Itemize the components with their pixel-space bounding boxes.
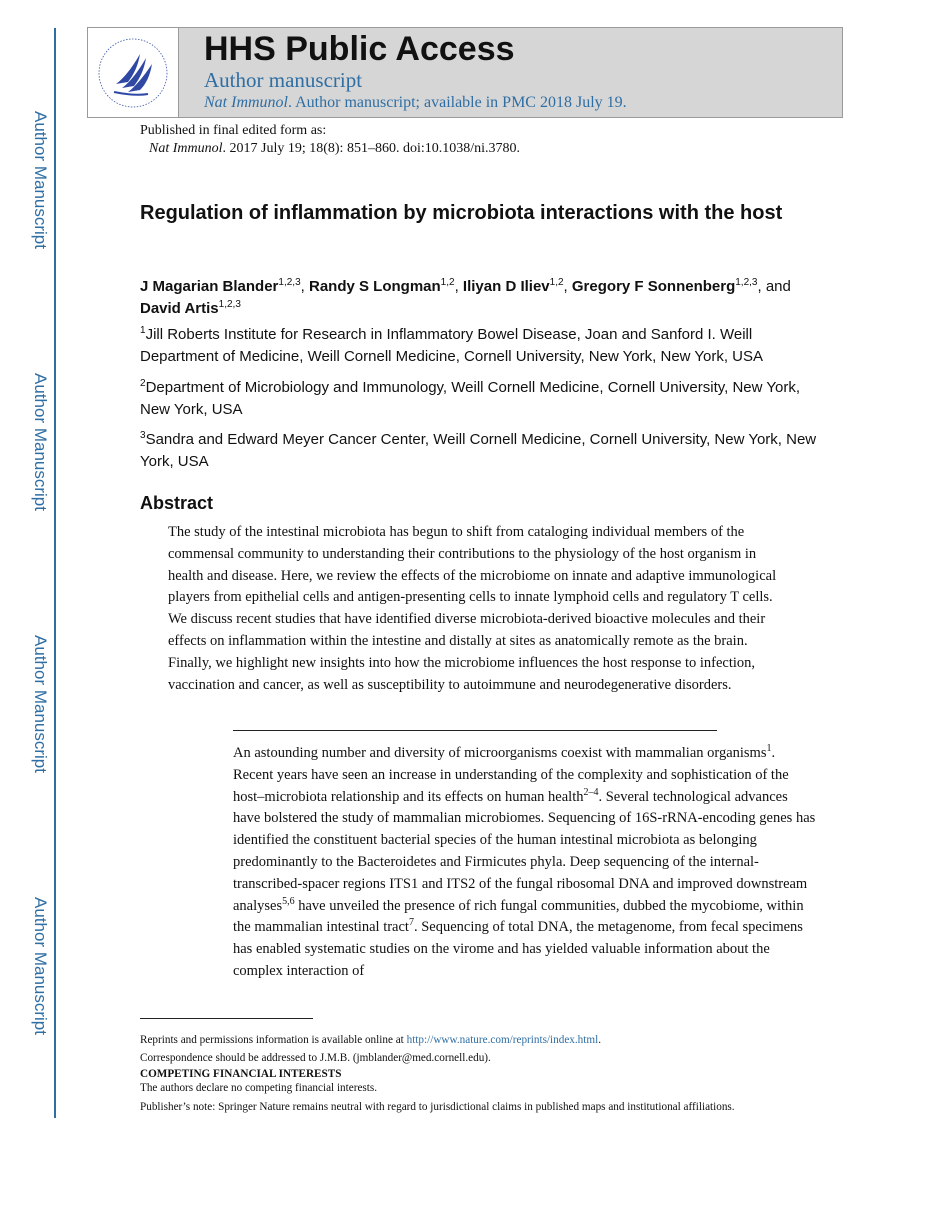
affiliation: $^3$Sandra and Edward Meyer Cancer Center, Weill Cornell Medicine, Cornell University, New York, New York, USA [140, 430, 817, 470]
hhs-eagle-icon [94, 34, 172, 112]
abstract-text: The study of the intestinal microbiota has begun to shift from cataloging individual members of the commensal community to understanding their contributions to the physiology of the host organism in health and disease. Here, we review the effects of the microbiome on innate and adaptive immunological players from epithelial cells and antigen-presenting cells to innate lymphoid cells and regulatory T cells. We discuss recent studies that have identified diverse microbiota-derived bioactive molecules and their effects on inflammation within the intestine and distally at sites as anatomically remote as the brain. Finally, we highlight new insights into how the microbiome influences the host response to infection, vaccination and cancer, as well as susceptibility to autoimmune and neurodegenerative disorders. [168, 524, 777, 693]
hhs-logo [88, 28, 179, 117]
citation-ref[interactable]: 2–4 [583, 786, 599, 798]
reprints-link[interactable]: http://www.nature.com/reprints/index.html [406, 1034, 599, 1046]
reprints-note: Reprints and permissions information is available online at http://www.nature.com/reprints/index.html. [140, 1034, 601, 1046]
side-label-author-manuscript: Author Manuscript [31, 111, 51, 249]
author: Randy S Longman$^{1,2}$, [308, 277, 463, 295]
author-list [140, 276, 820, 320]
affiliation: $^1$Jill Roberts Institute for Research in Inflammatory Bowel Disease, Joan and Sanford I. Weill Department of Medicine, Weill Cornell Medicine, Cornell University, New York, New York, USA [140, 325, 764, 365]
hhs-header [87, 27, 843, 118]
hhs-title: HHS Public Access [204, 30, 515, 68]
published-info: Published in final edited form as: Nat Immunol. 2017 July 19; 18(8): 851–860. doi:10.1038/ni.3780. [140, 123, 520, 156]
publisher-note: Publisher’s note: Springer Nature remains neutral with regard to jurisdictional claims in published maps and institutional affiliations. [140, 1101, 735, 1113]
author: Iliyan D Iliev$^{1,2}$, [462, 277, 572, 295]
body-paragraph: An astounding number and diversity of microorganisms coexist with mammalian organisms$^1$. Recent years have seen an increase in understanding of the complexity and sophistication of the host–microbiota relationship and its effects on human health$^{2-4}$. Several technological advances have bolstered the study of mammalian microbiomes. Sequencing of 16S-rRNA-encoding genes has identified the constituent bacterial species of the human intestinal microbiota as belonging predominantly to the Bacteroidetes and Firmicutes phyla. Deep sequencing of the internal-transcribed-spacer regions ITS1 and ITS2 of the fungal ribosomal DNA and improved downstream analyses$^{5,6}$ have unveiled the presence of rich fungal communities, dubbed the mycobiome, within the mammalian intestinal tract$^7$. Sequencing of total DNA, the metagenome, from fecal specimens has enabled systematic studies on the virome and has yielded valuable information about the complex interaction of [233, 743, 816, 979]
citation-ref[interactable]: 1 [766, 743, 772, 755]
section-divider [233, 730, 717, 731]
correspondence-note: Correspondence should be addressed to J.M.B. (jmblander@med.cornell.edu). [140, 1052, 491, 1064]
availability-line: Nat Immunol. Author manuscript; available in PMC 2018 July 19. [204, 94, 627, 111]
citation-ref[interactable]: 5,6 [282, 895, 295, 907]
author: David Artis$^{1,2,3}$ [140, 299, 241, 317]
cfi-heading: COMPETING FINANCIAL INTERESTS [140, 1068, 342, 1080]
footnotes [140, 1031, 840, 1116]
side-label-author-manuscript: Author Manuscript [31, 635, 51, 773]
article-title: Regulation of inflammation by microbiota interactions with the host [140, 202, 783, 224]
side-label-author-manuscript: Author Manuscript [31, 373, 51, 511]
author: J Magarian Blander$^{1,2,3}$, [140, 277, 309, 295]
abstract-heading: Abstract [140, 493, 214, 513]
side-label-author-manuscript: Author Manuscript [31, 897, 51, 1035]
author-manuscript-label: Author manuscript [204, 68, 363, 92]
affiliation: $^2$Department of Microbiology and Immunology, Weill Cornell Medicine, Cornell University, New York, New York, USA [140, 378, 800, 418]
author: Gregory F Sonnenberg$^{1,2,3}$, and [571, 277, 791, 295]
cfi-text: The authors declare no competing financial interests. [140, 1082, 378, 1094]
footnote-rule [140, 1018, 313, 1019]
citation-ref[interactable]: 7 [408, 917, 414, 929]
